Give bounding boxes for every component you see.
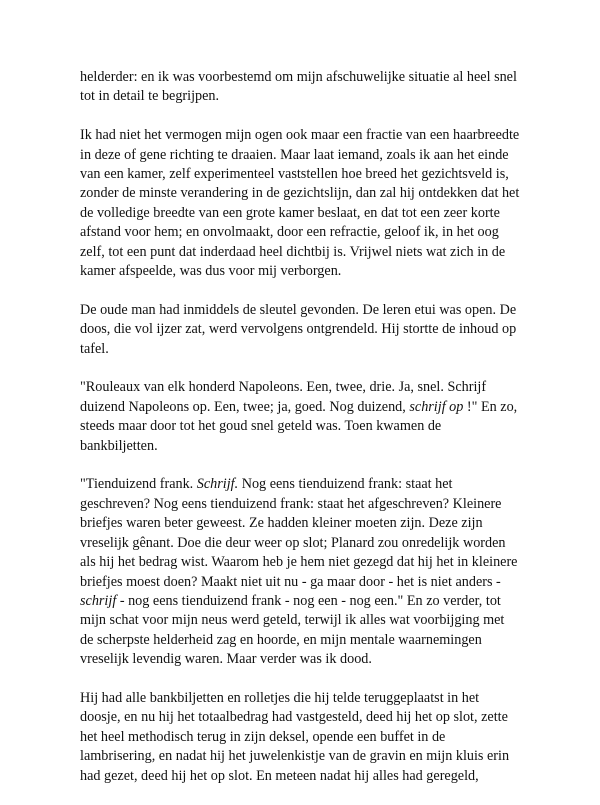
paragraph-4: [80, 378, 520, 456]
paragraph-text: Hij had alle bankbiljetten en rolletjes die hij telde teruggeplaatst in het doosje, en nu hij het totaalbedrag had vastgesteld, deed hij het op slot, zette het heel methodisch terug in zijn deksel, opende een buffet in de lambrisering, en nadat hij het juwelenkistje van de gravin en mijn kluis erin had gezet, deed hij het op slot. En meteen nadat hij alles had geregeld,: [80, 689, 510, 784]
paragraph-text: - nog eens tienduizend frank - nog een - nog een." En zo verder, tot mijn schat voor mijn neus werd geteld, terwijl ik alles wat voorbijging met de scherpste helderheid zag en hoorde, en mijn mentale waarnemingen vreselijk levendig waren. Maar verder was ik dood.: [80, 592, 505, 668]
paragraph-3: [80, 301, 520, 359]
paragraph-text: Ik had niet het vermogen mijn ogen ook maar een fractie van een haarbreedte in deze of gene richting te draaien. Maar laat iemand, zoals ik aan het einde van een kamer, zelf experimenteel vaststellen hoe breed het gezichtsveld is, zonder de minste verandering in de gezichtslijn, dan zal hij ontdekken dat het de volledige breedte van een grote kamer beslaat, en dat tot een zeer korte afstand voor hem; en onvolmaakt, door een refractie, geloof ik, in het oog zelf, tot een punt dat inderdaad heel dichtbij is. Vrijwel niets wat zich in de kamer afspeelde, was dus voor mij verborgen.: [80, 127, 520, 280]
paragraph-text: "Rouleaux van elk honderd Napoleons. Een, twee, drie. Ja, snel. Schrijf duizend Napoleons op. Een, twee; ja, goed. Nog duizend,: [80, 379, 487, 415]
italic-text: Schrijf.: [196, 476, 239, 493]
paragraph-text: "Tienduizend frank.: [80, 476, 197, 493]
paragraph-text: !" En zo, steeds maar door tot het goud snel geteld was. Toen kwamen de bankbiljetten.: [80, 398, 518, 454]
paragraph-text: Nog eens tienduizend frank: staat het geschreven? Nog eens tienduizend frank: staat het afgeschreven? Kleinere briefjes waren beter geweest. Ze hadden kleiner moeten zijn. Deze zijn vreselijk gênant. Doe die deur weer op slot; Planard zou onredelijk worden als hij het bedrag wist. Waarom heb je hem niet gezegd dat hij het in kleinere briefjes moest doen? Maakt niet uit nu - ga maar door - het is niet anders -: [80, 476, 518, 590]
paragraph-6: [80, 689, 520, 786]
paragraph-2: [80, 126, 520, 281]
paragraph-text: helderder: en ik was voorbestemd om mijn afschuwelijke situatie al heel snel tot in detail te begrijpen.: [80, 69, 517, 105]
paragraph-text: De oude man had inmiddels de sleutel gevonden. De leren etui was open. De doos, die vol ijzer zat, werd vervolgens ontgrendeld. Hij stortte de inhoud op tafel.: [80, 301, 517, 357]
italic-text: schrijf: [80, 592, 117, 609]
italic-text: schrijf op: [409, 398, 464, 415]
paragraph-1: [80, 68, 520, 107]
paragraph-5: [80, 475, 520, 669]
document-page: [80, 68, 520, 805]
